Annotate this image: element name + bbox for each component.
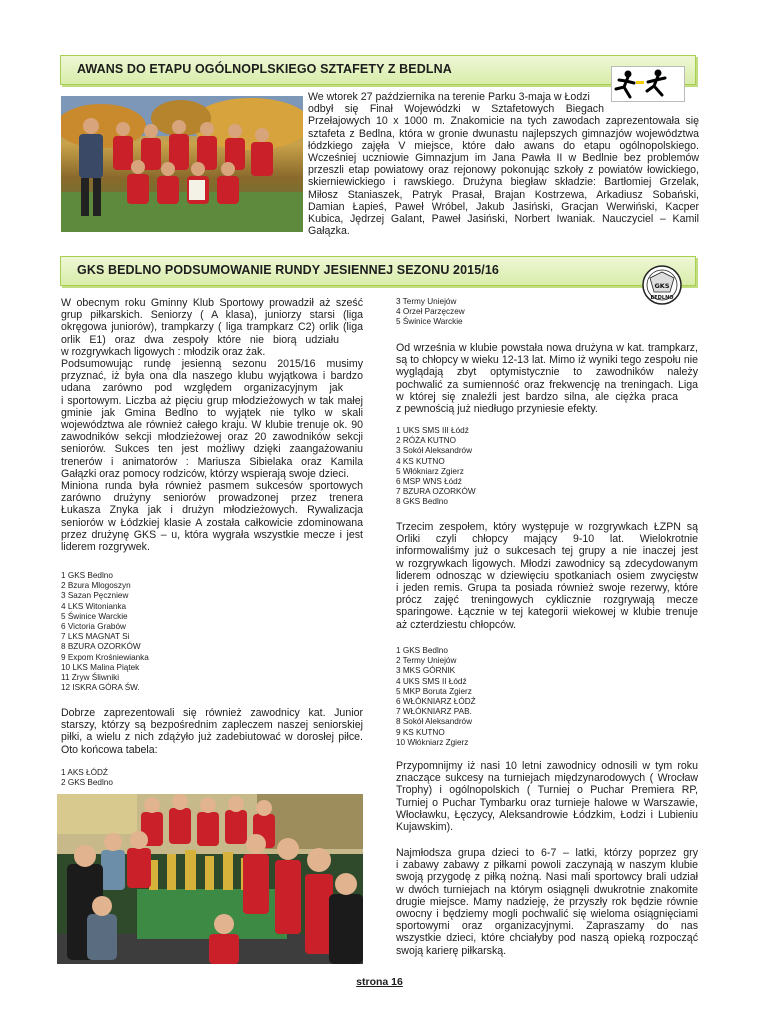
text-line: orlik E1) oraz dwa zespoły które nie biorą udziału xyxy=(61,333,339,346)
table-row: 4 LKS Witonianka xyxy=(61,601,127,611)
table-row: 2 Bzura Mlogoszyn xyxy=(61,581,131,591)
table-row: 1 UKS SMS III Łódź xyxy=(396,426,469,435)
text-line: Najmłodsza grupa dzieci to 6-7 – latki, którzy poprzez gry xyxy=(396,847,698,859)
text-line: Wcześniej uczniowie Gimnazjum im Jana Pawła II w Bedlnie bez problemów xyxy=(308,152,699,165)
section1-banner xyxy=(60,55,696,85)
table-row: 5 Świnice Warckie xyxy=(61,611,128,621)
trampkarz-text xyxy=(396,342,698,415)
orlik-table xyxy=(396,646,476,748)
seniors-table xyxy=(61,571,149,693)
text-line: prócz zajęć treningowych cyklicznie rozgrywają mecze xyxy=(396,594,698,607)
table-row: 10 LKS Malina Piątek xyxy=(61,662,140,672)
trampkarz-table xyxy=(396,426,476,508)
text-line: w rozgrywkach ligowych. Młodzi zawodnicy są zdecydowanym xyxy=(396,557,698,570)
text-line: liderem rozgrywek. xyxy=(61,541,150,554)
juniors-table xyxy=(61,768,113,788)
table-row: 6 WŁÓKNIARZ ŁÓDŹ xyxy=(396,697,476,707)
text-line: przeszli etap powiatowy oraz rejonowy pokonując szkoły z powiatów łowickiego, xyxy=(308,164,699,177)
text-line: Od września w klubie powstała nowa drużyna w kat. trampkarz, xyxy=(396,342,698,354)
text-line: w rozgrywkach ligowych : młodzik oraz żak. xyxy=(61,345,266,358)
text-line: liderem odnosząc w dziewięciu spotkaniach osiem zwycięstw xyxy=(396,569,698,582)
text-line: Przypomnijmy iż nasi 10 letni zawodnicy odnosili w tym roku xyxy=(396,760,698,772)
section2-title: GKS BEDLNO PODSUMOWANIE RUNDY JESIENNEJ SEZONU 2015/16 xyxy=(77,263,499,277)
table-row: 7 WŁÓKNIARZ PAB. xyxy=(396,707,472,717)
table-row: 4 Orzeł Parzęczew xyxy=(396,307,465,317)
text-line: Dobrze zaprezentowali się również zawodnicy kat. Junior xyxy=(61,707,363,719)
text-line: i jeden remis. Grupa ta posiada również swoje rezerwy, które xyxy=(396,582,698,595)
gks-bedlno-logo xyxy=(636,264,688,306)
text-line: Miłosz Staniaszek, Patryk Prasał, Brajan Kostrzewa, Arkadiusz Sobański, xyxy=(308,188,699,201)
text-line: swoją karierę piłkarską. xyxy=(396,944,507,957)
text-line: Gałązka. xyxy=(308,225,350,238)
text-line: są to chłopcy w wieku 12-13 lat. Mimo iż wyniki tego zespołu nie xyxy=(396,354,698,367)
text-line: aż czterdziestu chłopców. xyxy=(396,618,517,631)
text-line: udana zarówno pod względem organizacyjnym jak xyxy=(61,382,343,395)
table-row: 5 MKP Boruta Zgierz xyxy=(396,686,472,696)
youth-team-trophy-photo xyxy=(57,794,363,964)
text-line: i zabawy zabawy z piłkami powoli zaczynają w naszym klubie xyxy=(396,859,698,872)
table-row: 9 KS KUTNO xyxy=(396,727,445,737)
text-line: przyznać, iż była ona dla naszego klubu wyjątkowa i bardzo xyxy=(61,370,363,383)
table-row: 2 RÓŻA KUTNO xyxy=(396,436,457,446)
gks-intro xyxy=(61,297,363,553)
table-row: 3 Termy Uniejów xyxy=(396,297,457,306)
text-line: wszystkie dzieci, które chciałyby pod naszą opieką rozpocząć xyxy=(396,932,698,945)
svg-text:BEDLNO: BEDLNO xyxy=(650,295,674,301)
section1-text xyxy=(308,91,699,237)
text-line: trenerów i animatorów : Mariusza Sibielaka oraz Kamila xyxy=(61,455,363,468)
table-row: 3 MKS GÓRNIK xyxy=(396,666,456,676)
text-line: w dwóch turniejach na którym osiągnęli dwukrotnie znakomite xyxy=(396,883,698,896)
text-line: okręgowa juniorów), trampkarzy ( liga trampkarz C2) orlik (liga xyxy=(61,321,363,334)
table-row: 5 Włókniarz Zgierz xyxy=(396,466,464,476)
text-line: informowaliśmy już o sukcesach tej grupy a nie inaczej jest xyxy=(396,545,698,558)
text-line: znaczące sukcesy na turniejach międzynarodowych ( Wrocław xyxy=(396,772,698,785)
page-number: strona 16 xyxy=(356,976,403,988)
text-line: Łukasza Znyka jak i drużyn młodzieżowych. Rywalizacja xyxy=(61,504,363,517)
text-line: swoją przygodę z piłką nożną. Nasi mali sportowcy brali udział xyxy=(396,871,698,884)
text-line: odbył się Finał Wojewódzki w Sztafetowych Biegach xyxy=(308,103,604,116)
table-row: 1 AKS ŁÓDŹ xyxy=(61,768,108,777)
text-line: piłki, a wielu z nich zdążyło już zadebiutować w dorosłej piłce. xyxy=(61,731,363,744)
text-line: przez drużynę GKS – u, która wygrała wszystkie mecze i jest xyxy=(61,528,363,541)
text-line: We wtorek 27 października na terenie Parku 3-maja w Łodzi xyxy=(308,91,590,103)
text-line: drugie miejsce. Mamy nadzieję, że przyszły rok będzie równie xyxy=(396,895,698,908)
text-line: łódzkiego zajęła V miejsce, które dało awans do etapu ogólnopolskiego. xyxy=(308,139,699,152)
svg-text:GKS: GKS xyxy=(654,282,670,290)
juniors-text xyxy=(61,707,363,756)
table-row: 8 BZURA OZORKÓW xyxy=(61,642,141,652)
text-line: Turniej o Puchar Tymbarku oraz turnieje halowe w Warszawie, xyxy=(396,796,698,809)
table-row: 8 Sokół Aleksandrów xyxy=(396,717,473,727)
orlik-text xyxy=(396,521,698,631)
text-line: zarówno drużyny seniorów prowadzonej przez trenera xyxy=(61,492,363,505)
table-row: 4 KS KUTNO xyxy=(396,456,445,466)
section1-title: AWANS DO ETAPU OGÓLNOPLSKIEGO SZTAFETY Z BEDLNA xyxy=(77,62,452,76)
text-line: sparingowe. Łącznie w tej kategorii wiekowej w klubie trenuje xyxy=(396,606,698,619)
text-line: Orliki czyli chłopcy mający 9-10 lat. Wielokrotnie xyxy=(396,533,698,546)
text-line: Przełajowych 10 x 1000 m. Znakomicie na tych zawodach zaprezentowała się xyxy=(308,115,699,128)
table-row: 7 BZURA OZORKÓW xyxy=(396,487,476,497)
table-row: 3 Sokół Aleksandrów xyxy=(396,446,473,456)
table-row: 1 GKS Bedlno xyxy=(396,646,448,655)
table-row: 11 Zryw Śliwniki xyxy=(61,673,120,683)
table-row: 8 GKS Bedlno xyxy=(396,497,448,507)
table-row: 6 MSP WNS Łódź xyxy=(396,477,462,487)
table-row: 2 Termy Uniejów xyxy=(396,656,457,666)
section2-banner xyxy=(60,256,696,286)
text-line: Oto końcowa tabela: xyxy=(61,743,158,756)
text-line: Włocławku, Łęczycy, Aleksandrowie Łódzkim, Łodzi i Lubieniu xyxy=(396,808,698,821)
text-line: skierniewickiego i rawskiego. Drużyna biegław składzie: Bartłomiej Grzelak, xyxy=(308,176,699,189)
text-line: z pewnością już niedługo przyniesie efekty. xyxy=(396,403,598,416)
text-line: Trzecim zespołem, który występuje w rozgrywkach ŁZPN są xyxy=(396,521,698,533)
text-line: starszy, którzy są bezpośrednim zapleczem naszej seniorskiej xyxy=(61,719,363,732)
table-row: 10 Włókniarz Zgierz xyxy=(396,737,469,747)
text-line: województwa ale również całego kraju. W klubie trenuje ok. 90 xyxy=(61,419,363,432)
text-line: seniorów. Sukces ten jest możliwy dzięki zaangażowaniu xyxy=(61,443,363,456)
table-row: 12 ISKRA GÓRA ŚW. xyxy=(61,683,140,693)
text-line: Miniona runda była również pasmem sukcesów sportowych xyxy=(61,480,363,493)
text-line: pochwalić za sumienność oraz frekwencję na treningach. Liga xyxy=(396,378,698,391)
text-line: Kujawskim). xyxy=(396,821,454,834)
text-line: W obecnym roku Gminny Klub Sportowy prowadził aż sześć xyxy=(61,297,363,309)
youngest-group-text xyxy=(396,847,698,957)
table-row: 6 Victoria Grabów xyxy=(61,622,126,632)
text-line: grup piłkarskich. Seniorzy ( A klasa), juniorzy starsi (liga xyxy=(61,309,363,322)
tournaments-text xyxy=(396,760,698,833)
table-row: 9 Expom Krośniewianka xyxy=(61,652,149,662)
table-row: 1 GKS Bedlno xyxy=(61,571,113,580)
text-line: seniorów w Łódzkiej klasie A została całkowicie zdominowana xyxy=(61,516,363,529)
text-line: Damian Łapieś, Paweł Wróbel, Jakub Jasiński, Gracjan Werwiński, Kacper xyxy=(308,200,699,213)
text-line: w której się znaleźli jest bardzo silna, ale ciężka praca xyxy=(396,390,678,403)
text-line: zawodników sekcji młodzieżowej oraz 20 zawodników sekcji xyxy=(61,431,363,444)
text-line: i sportowym. Liczba aż pięciu grup młodzieżowych w tak małej xyxy=(61,394,363,407)
table-row: 4 UKS SMS II Łódź xyxy=(396,676,467,686)
text-line: sztafeta z Bedlna, która w gronie dwunastu najlepszych gimnazjów województwa xyxy=(308,127,699,140)
juniors-table-continued xyxy=(396,297,465,328)
text-line: Kubica, Jędrzej Galant, Paweł Jasiński, Norbert Iwaniak. Nauczyciel – Kamil xyxy=(308,213,699,226)
text-line: sportowymi oraz organizacyjnymi. Zapraszamy do nas xyxy=(396,920,698,933)
text-line: wyglądają zbyt optymistycznie to zawodników należy xyxy=(396,366,698,379)
table-row: 7 LKS MAGNAT Si xyxy=(61,632,130,642)
table-row: 3 Sazan Pęczniew xyxy=(61,591,129,601)
text-line: Podsumowując rundę jesienną sezonu 2015/16 musimy xyxy=(61,358,363,371)
relay-team-photo xyxy=(61,96,303,232)
table-row: 5 Świnice Warckie xyxy=(396,317,463,327)
text-line: Trophy) i ogólnopolskich ( Turniej o Puchar Premiera RP, xyxy=(396,784,698,797)
text-line: owocny i będziemy mogli pochwalić się wieloma osiągnięciami xyxy=(396,908,698,921)
table-row: 2 GKS Bedlno xyxy=(61,778,113,788)
text-line: Gałązki oraz pomocy rodziców, którzy wspierają swoje dzieci. xyxy=(61,467,349,480)
text-line: gminie jak Gmina Bedlno to wyjątek nie tylko w skali xyxy=(61,406,363,419)
